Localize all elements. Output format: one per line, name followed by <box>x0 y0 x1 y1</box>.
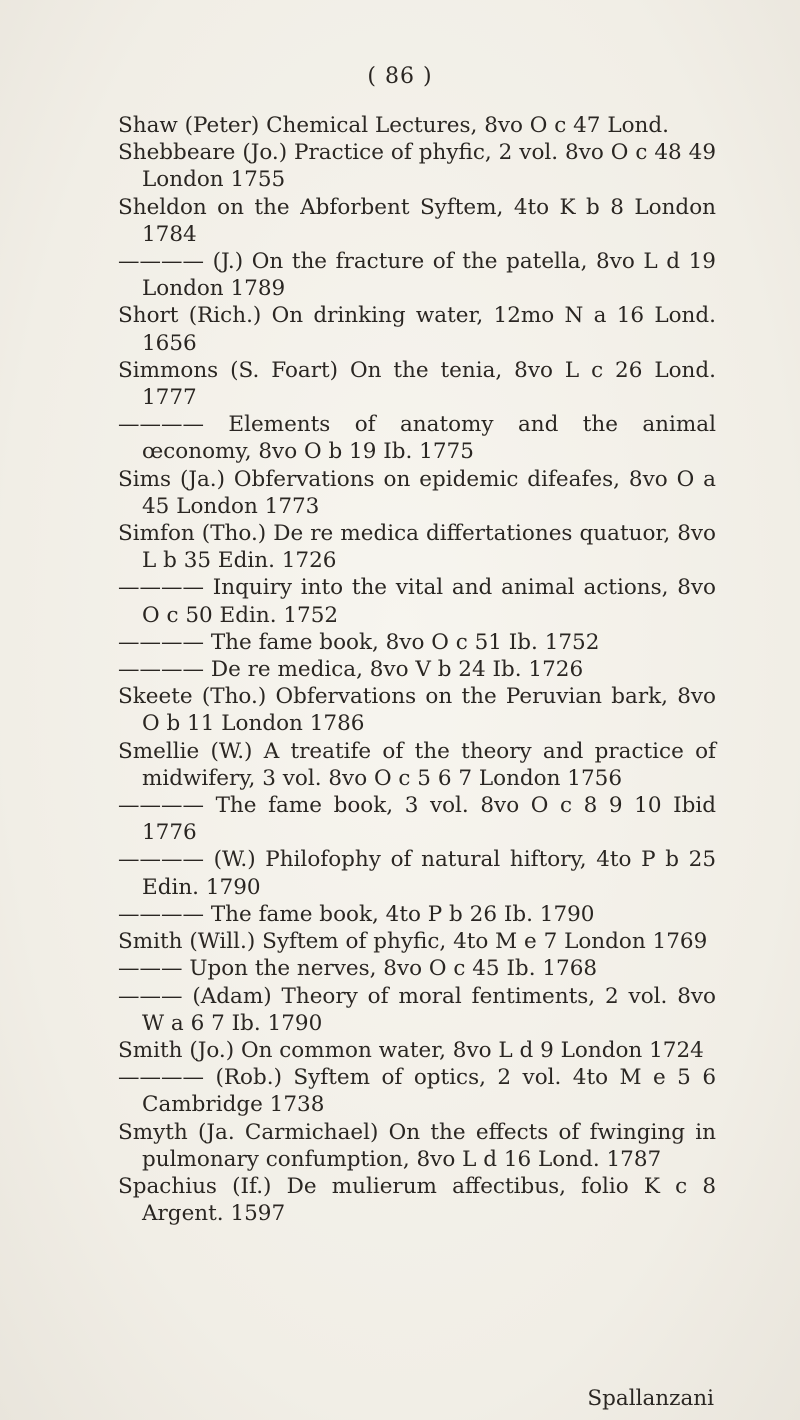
catalogue-entry: ———— Inquiry into the vital and animal actions, 8vo O c 50 Edin. 1752 <box>118 575 716 628</box>
catalogue-entry: Sims (Ja.) Obfervations on epidemic difeafes, 8vo O a 45 London 1773 <box>118 466 716 519</box>
catalogue-entry: Simmons (S. Foart) On the tenia, 8vo L c 26 Lond. 1777 <box>118 357 716 411</box>
catalogue-entry: Simfon (Tho.) De re medica differtationes quatuor, 8vo L b 35 Edin. 1726 <box>118 521 716 574</box>
catchword: Spallanzani <box>587 1386 714 1411</box>
catalogue-entry: ———— The fame book, 3 vol. 8vo O c 8 9 10 Ibid 1776 <box>118 793 716 846</box>
catalogue-entry: Smith (Jo.) On common water, 8vo L d 9 London 1724 <box>118 1037 704 1063</box>
catalogue-entry: Smith (Will.) Syftem of phyfic, 4to M e 7 London 1769 <box>118 929 708 955</box>
catalogue-entry: ———— (W.) Philofophy of natural hiftory, 4to P b 25 Edin. 1790 <box>118 847 716 900</box>
catalogue-entry: Sheldon on the Abforbent Syftem, 4to K b 8 London 1784 <box>118 194 716 247</box>
catalogue-entry: Smyth (Ja. Carmichael) On the effects of fwinging in pulmonary confumption, 8vo L d 16 Lond. 1787 <box>118 1119 716 1172</box>
catalogue-entry: ———— (J.) On the fracture of the patella, 8vo L d 19 London 1789 <box>118 249 716 302</box>
catalogue-entries <box>118 112 716 1227</box>
catalogue-entry: Skeete (Tho.) Obfervations on the Peruvian bark, 8vo O b 11 London 1786 <box>118 684 716 737</box>
catalogue-entry: Shaw (Peter) Chemical Lectures, 8vo O c 47 Lond. <box>118 113 669 138</box>
catalogue-entry: ———— (Rob.) Syftem of optics, 2 vol. 4to M e 5 6 Cambridge 1738 <box>118 1065 716 1118</box>
catalogue-entry: Short (Rich.) On drinking water, 12mo N a 16 Lond. 1656 <box>118 303 716 356</box>
catalogue-entry: ———— The fame book, 8vo O c 51 Ib. 1752 <box>118 629 600 655</box>
catalogue-entry: Spachius (If.) De mulierum affectibus, folio K c 8 Argent. 1597 <box>118 1173 716 1227</box>
catalogue-entry: ———— The fame book, 4to P b 26 Ib. 1790 <box>118 901 595 927</box>
catalogue-entry: ——— Upon the nerves, 8vo O c 45 Ib. 1768 <box>118 956 598 982</box>
catalogue-entry: Shebbeare (Jo.) Practice of phyfic, 2 vol. 8vo O c 48 49 London 1755 <box>118 140 716 193</box>
page-number: ( 86 ) <box>367 64 433 89</box>
catalogue-entry: ———— De re medica, 8vo V b 24 Ib. 1726 <box>118 657 584 683</box>
catalogue-entry: ———— Elements of anatomy and the animal œconomy, 8vo O b 19 Ib. 1775 <box>118 412 716 465</box>
catalogue-entry: Smellie (W.) A treatife of the theory and practice of midwifery, 3 vol. 8vo O c 5 6 7 London 1756 <box>118 738 716 791</box>
catalogue-entry: ——— (Adam) Theory of moral fentiments, 2 vol. 8vo W a 6 7 Ib. 1790 <box>118 983 716 1036</box>
